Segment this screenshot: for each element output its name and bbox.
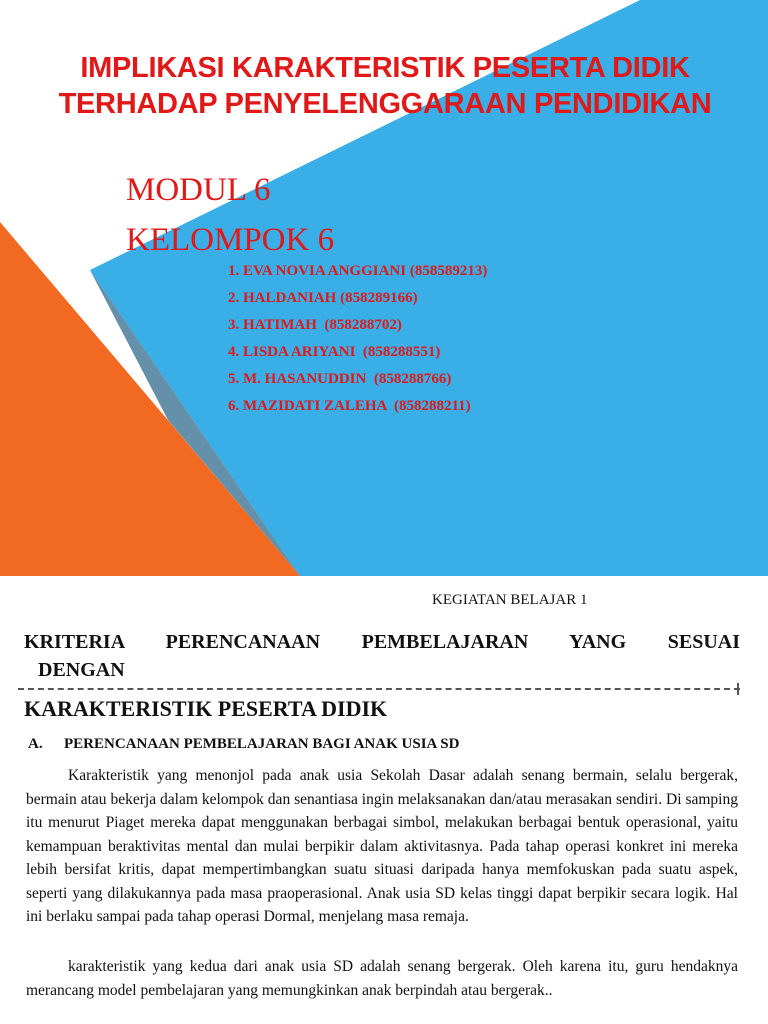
modul-label: MODUL 6: [126, 172, 271, 208]
dashed-divider: [18, 688, 740, 690]
section-a-number: A.: [28, 736, 43, 752]
member-item: 6. MAZIDATI ZALEHA (858288211): [228, 398, 471, 414]
divider-tick: [737, 683, 739, 695]
member-item: 5. M. HASANUDDIN (858288766): [228, 371, 452, 387]
member-item: 2. HALDANIAH (858289166): [228, 290, 418, 306]
kriteria-line1: KRITERIA PERENCANAAN PEMBELAJARAN YANG SESUAI: [24, 631, 740, 653]
member-item: 1. EVA NOVIA ANGGIANI (858589213): [228, 263, 488, 279]
content-slide: [0, 576, 768, 1024]
member-list: [228, 258, 487, 420]
kriteria-line2: DENGAN: [38, 659, 125, 681]
kegiatan-label: KEGIATAN BELAJAR 1: [432, 592, 588, 608]
module-info: [126, 165, 334, 265]
member-item: 4. LISDA ARIYANI (858288551): [228, 344, 441, 360]
kriteria-heading: [24, 628, 740, 684]
kelompok-label: KELOMPOK 6: [126, 222, 335, 258]
karakteristik-heading: KARAKTERISTIK PESERTA DIDIK: [24, 696, 388, 721]
member-item: 3. HATIMAH (858288702): [228, 317, 402, 333]
section-a-title: PERENCANAAN PEMBELAJARAN BAGI ANAK USIA SD: [64, 736, 460, 752]
paragraph-2: karakteristik yang kedua dari anak usia SD adalah senang bergerak. Oleh karena itu, guru hendaknya merancang model pembelajaran yang memungkinkan anak berpindah atau bergerak..: [26, 958, 738, 999]
slide-title-line2: TERHADAP PENYELENGGARAAN PENDIDIKAN: [58, 88, 712, 120]
section-a-heading: [28, 736, 459, 753]
paragraph-1: Karakteristik yang menonjol pada anak usia Sekolah Dasar adalah senang bermain, selalu bergerak, bermain atau bekerja dalam kelompok dan senantiasa ingin melaksanakan dan/atau merasakan sendiri. Di samping itu menurut Piaget mereka dapat menggunakan berbagai simbol, melakukan berbagai bentuk operasional, yaitu kemampuan beraktivitas mental dan mulai berpikir dalam aktivitasnya. Pada tahap operasi konkret ini mereka lebih bersifat kritis, dapat mempertimbangkan suatu situasi daripada hanya memfokuskan pada suatu aspek, seperti yang dilakukannya pada masa praoperasional. Anak usia SD kelas tinggi dapat berpikir secara logik. Hal ini berlaku sampai pada tahap operasi Dormal, menjelang masa remaja.: [26, 767, 738, 925]
slide-title: [20, 50, 750, 122]
slide-title-line1: IMPLIKASI KARAKTERISTIK PESERTA DIDIK: [80, 52, 690, 84]
